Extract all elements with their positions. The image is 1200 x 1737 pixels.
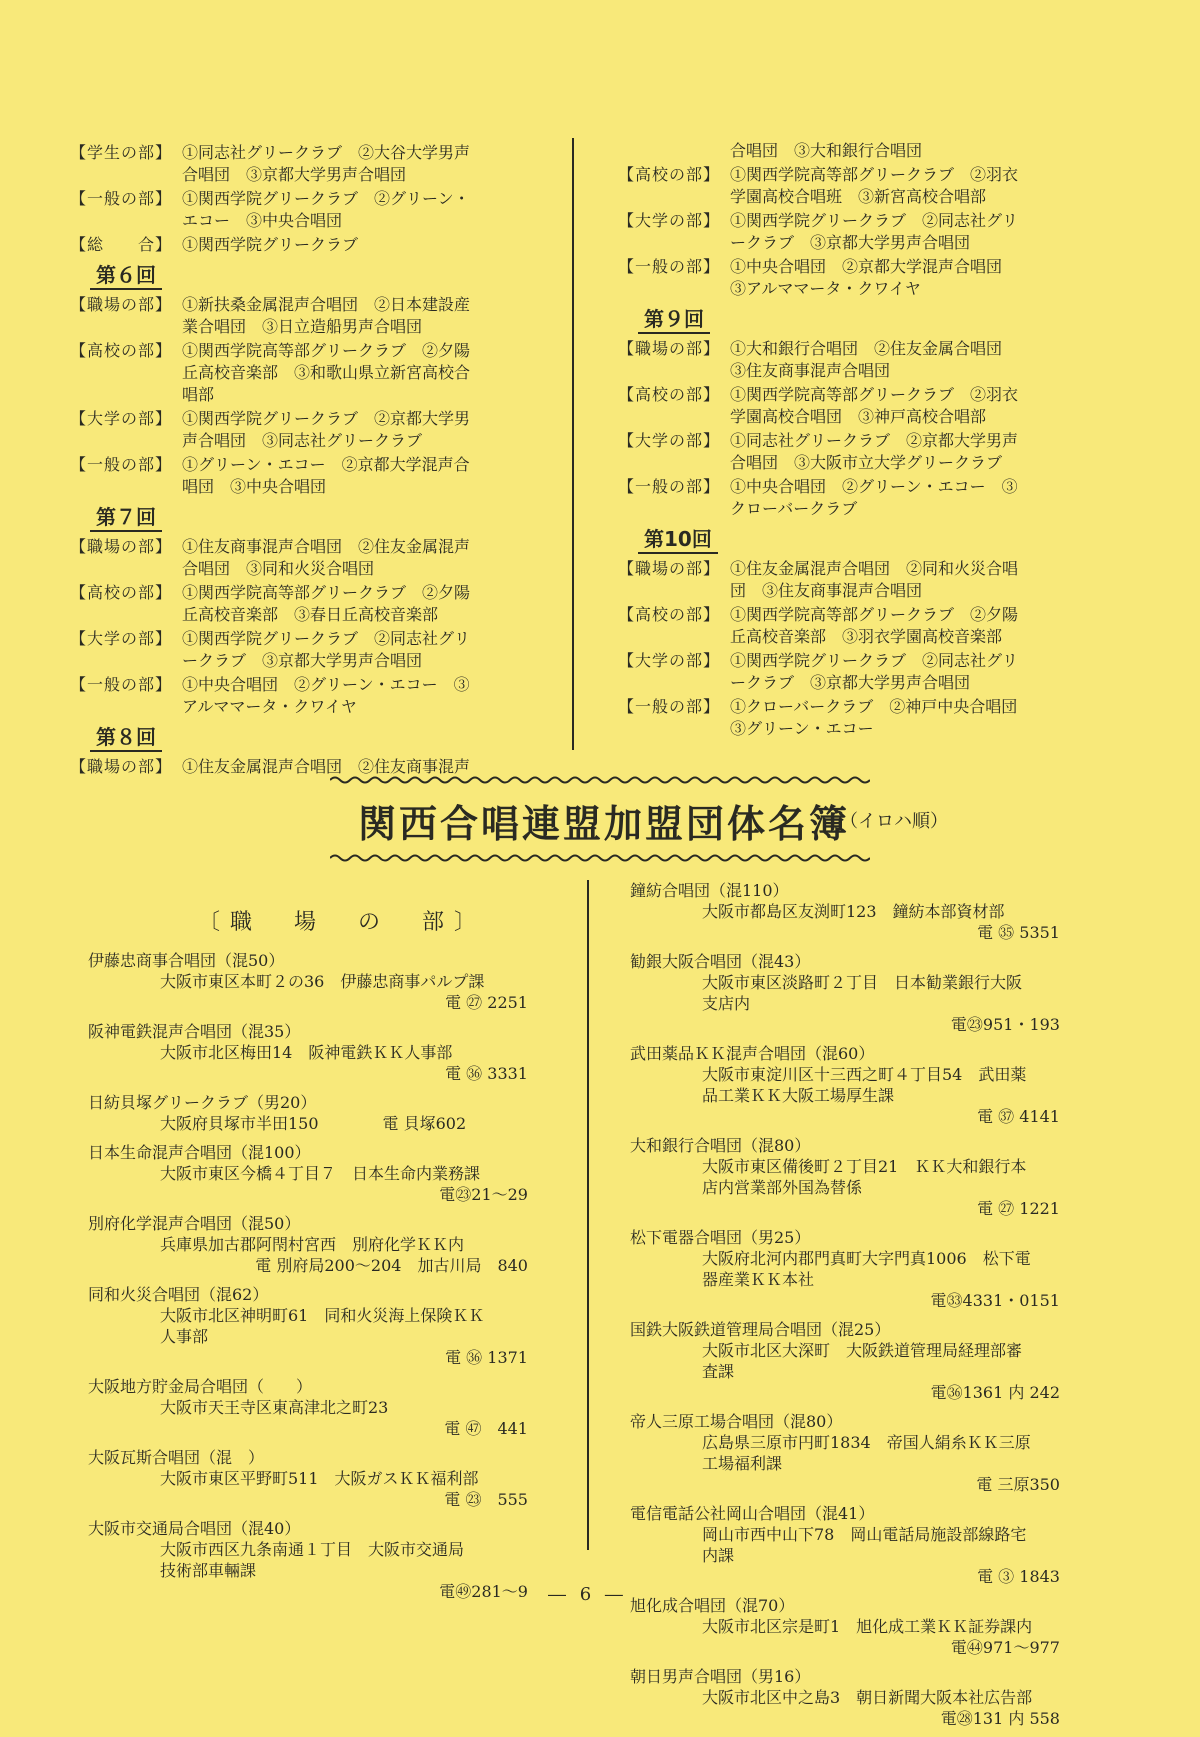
choir-address: 大阪市天王寺区東高津北之町23: [160, 1398, 389, 1417]
division-label: 【一般の部】: [618, 697, 721, 716]
choir-phone: 電 ㊱ 3331: [445, 1064, 528, 1083]
choir-name: 日紡貝塚グリークラブ（男20）: [88, 1093, 317, 1112]
choir-address: 大阪市西区九条南通１丁目 大阪市交通局: [160, 1540, 465, 1559]
choir-address: 大阪市東区今橋４丁目７ 日本生命内業務課: [160, 1164, 481, 1183]
directory-entry: [630, 1595, 1090, 1658]
winners-line: 団 ③住友商事混声合唱団: [730, 581, 923, 600]
round-heading: 第６回: [90, 264, 162, 290]
winners-line: ①関西学院高等部グリークラブ ②夕陽: [730, 605, 1019, 624]
division-label: 【職場の部】: [70, 537, 173, 556]
winners-line: ①グリーン・エコー ②京都大学混声合: [182, 455, 470, 474]
result-entry: [70, 408, 530, 452]
winners-line: ①関西学院高等部グリークラブ ②夕陽: [182, 583, 471, 602]
section-heading: 〔職 場 の 部〕: [198, 910, 487, 935]
winners-line: ①クローバークラブ ②神戸中央合唱団: [730, 697, 1018, 716]
winners-line: 唱団 ③中央合唱団: [182, 477, 327, 496]
choir-address: 大阪市北区大深町 大阪鉄道管理局経理部審: [702, 1341, 1023, 1360]
choir-address: 査課: [702, 1362, 735, 1381]
choir-name: 大阪市交通局合唱団（混40）: [88, 1519, 301, 1538]
winners: [182, 142, 530, 186]
result-entry: [618, 604, 1078, 648]
directory-entry: [88, 1376, 558, 1439]
winners-line: ①住友商事混声合唱団 ②住友金属混声: [182, 537, 471, 556]
choir-address: 大阪市北区神明町61 同和火災海上保険ＫＫ: [160, 1306, 485, 1325]
winners: [182, 340, 530, 406]
choir-phone: 電㉝4331・0151: [930, 1291, 1060, 1310]
choir-name: 同和火災合唱団（混62）: [88, 1285, 269, 1304]
choir-address: 広島県三原市円町1834 帝国人絹糸ＫＫ三原: [702, 1433, 1031, 1452]
choir-name: 武田薬品ＫＫ混声合唱団（混60）: [630, 1044, 875, 1063]
directory-entry: [630, 1503, 1090, 1587]
choir-name: 伊藤忠商事合唱団（混50）: [88, 951, 285, 970]
division-label: 【一般の部】: [618, 257, 721, 276]
winners: [730, 476, 1078, 520]
directory-entry: [88, 1142, 558, 1205]
choir-name: 電信電話公社岡山合唱団（混41）: [630, 1504, 875, 1523]
choir-address: 器産業ＫＫ本社: [702, 1270, 815, 1289]
choir-address: 店内営業部外国為替係: [702, 1178, 863, 1197]
winners: [182, 628, 530, 672]
division-label: 【職場の部】: [618, 559, 721, 578]
directory-entry: [630, 1411, 1090, 1495]
winners-line: ①中央合唱団 ②京都大学混声合唱団: [730, 257, 1003, 276]
directory-entry: [88, 1021, 558, 1084]
result-entry: [618, 696, 1078, 740]
continuation-text: 合唱団 ③大和銀行合唱団: [730, 141, 923, 160]
choir-name: 勧銀大阪合唱団（混43）: [630, 952, 811, 971]
choir-address: 支店内: [702, 994, 751, 1013]
winners-line: ①同志社グリークラブ ②大谷大学男声: [182, 143, 471, 162]
winners: [182, 294, 530, 338]
winners-line: 学園高校合唱班 ③新宮高校合唱部: [730, 187, 987, 206]
choir-address: 大阪府北河内郡門真町大字門真1006 松下電: [702, 1249, 1031, 1268]
choir-address: 大阪府貝塚市半田150 電 貝塚602: [160, 1114, 467, 1133]
choir-address: 大阪市北区梅田14 阪神電鉄ＫＫ人事部: [160, 1043, 453, 1062]
winners: [182, 188, 530, 232]
column-divider: [572, 138, 574, 750]
results-rounds: [70, 258, 530, 778]
choir-name: 大阪瓦斯合唱団（混 ）: [88, 1448, 265, 1467]
division-label: 【高校の部】: [70, 341, 173, 360]
winners-line: クローバークラブ: [730, 499, 858, 518]
winners: [730, 164, 1078, 208]
result-entry: [70, 536, 530, 580]
page-number: ― 6 ―: [548, 1584, 627, 1605]
winners-line: エコー ③中央合唱団: [182, 211, 343, 230]
winners: [730, 696, 1078, 740]
directory-banner: [330, 775, 990, 865]
division-label: 【高校の部】: [618, 385, 721, 404]
choir-address: 岡山市西中山下78 岡山電話局施設部線路宅: [702, 1525, 1027, 1544]
winners: [182, 536, 530, 580]
result-entry: [70, 294, 530, 338]
choir-name: 別府化学混声合唱団（混50）: [88, 1214, 301, 1233]
result-entry: [618, 430, 1078, 474]
division-label: 【職場の部】: [70, 757, 173, 776]
winners: [730, 384, 1078, 428]
directory-order-note: （イロハ順）: [840, 811, 948, 832]
winners-line: ①関西学院高等部グリークラブ ②羽衣: [730, 165, 1019, 184]
directory-title: 関西合唱連盟加盟団体名簿: [358, 802, 851, 846]
result-entry: [70, 234, 530, 256]
winners-line: 丘高校音楽部 ③和歌山県立新宮高校合: [182, 363, 471, 382]
directory-entry: [88, 1213, 558, 1276]
choir-phone: 電 ㉓ 555: [444, 1490, 528, 1509]
winners-line: ①住友金属混声合唱団 ②住友商事混声: [182, 757, 471, 776]
result-entry: [70, 142, 530, 186]
winners-line: ①関西学院高等部グリークラブ ②羽衣: [730, 385, 1019, 404]
winners-line: 声合唱団 ③同志社グリークラブ: [182, 431, 423, 450]
results-rounds: [618, 302, 1078, 740]
round-heading: 第10回: [638, 528, 718, 554]
column-divider: [587, 880, 589, 1550]
wavy-rule: [330, 853, 870, 863]
choir-phone: 電㉓21～29: [439, 1185, 528, 1204]
directory-entry: [630, 880, 1090, 943]
winners-line: ①関西学院グリークラブ ②同志社グリ: [182, 629, 471, 648]
division-label: 【大学の部】: [618, 431, 721, 450]
directory-entry: [88, 1092, 558, 1134]
division-label: 【一般の部】: [70, 455, 173, 474]
winners-line: 業合唱団 ③日立造船男声合唱団: [182, 317, 423, 336]
winners-line: ①住友金属混声合唱団 ②同和火災合唱: [730, 559, 1019, 578]
choir-name: 大和銀行合唱団（混80）: [630, 1136, 811, 1155]
wavy-rule: [330, 775, 870, 785]
result-entry: [70, 454, 530, 498]
results-entries: [618, 164, 1078, 300]
winners: [730, 210, 1078, 254]
winners: [182, 674, 530, 718]
division-label: 【大学の部】: [618, 651, 721, 670]
choir-phone: 電㊾281～9: [439, 1582, 528, 1601]
choir-name: 帝人三原工場合唱団（混80）: [630, 1412, 843, 1431]
choir-name: 阪神電鉄混声合唱団（混35）: [88, 1022, 301, 1041]
choir-name: 大阪地方貯金局合唱団（ ）: [88, 1377, 313, 1396]
choir-phone: 電 三原350: [976, 1475, 1060, 1494]
result-entry: [70, 628, 530, 672]
result-entry: [70, 340, 530, 406]
winners-line: ークラブ ③京都大学男声合唱団: [730, 673, 971, 692]
division-label: 【高校の部】: [618, 165, 721, 184]
choir-address: 大阪市北区宗是町1 旭化成工業ＫＫ証券課内: [702, 1617, 1033, 1636]
choir-phone: 電 ㉗ 2251: [445, 993, 528, 1012]
round-heading: 第９回: [638, 308, 710, 334]
winners: [730, 604, 1078, 648]
winners-line: ③アルママータ・クワイヤ: [730, 279, 921, 298]
choir-name: 朝日男声合唱団（男16）: [630, 1667, 811, 1686]
division-label: 【大学の部】: [70, 409, 173, 428]
winners: [730, 430, 1078, 474]
choir-address: 人事部: [160, 1327, 209, 1346]
winners-line: ③住友商事混声合唱団: [730, 361, 891, 380]
choir-address: 大阪市都島区友渕町123 鐘紡本部資材部: [702, 902, 1005, 921]
choir-phone: 電 ㊼ 441: [444, 1419, 528, 1438]
directory-entry: [630, 951, 1090, 1035]
winners-line: ①同志社グリークラブ ②京都大学男声: [730, 431, 1019, 450]
division-label: 【大学の部】: [618, 211, 721, 230]
result-entry: [618, 650, 1078, 694]
winners-line: 丘高校音楽部 ③春日丘高校音楽部: [182, 605, 439, 624]
winners-line: ークラブ ③京都大学男声合唱団: [182, 651, 423, 670]
winners-line: 合唱団 ③同和火災合唱団: [182, 559, 375, 578]
result-entry: [70, 582, 530, 626]
division-label: 【大学の部】: [70, 629, 173, 648]
choir-address: 大阪市北区中之島3 朝日新聞大阪本社広告部: [702, 1688, 1033, 1707]
result-entry: [70, 188, 530, 232]
choir-address: 大阪市東区平野町511 大阪ガスＫＫ福利部: [160, 1469, 479, 1488]
winners-line: 唱部: [182, 385, 215, 404]
winners-line: 丘高校音楽部 ③羽衣学園高校音楽部: [730, 627, 1003, 646]
choir-address: 大阪市東区備後町２丁目21 ＫＫ大和銀行本: [702, 1157, 1027, 1176]
directory-entry: [88, 1284, 558, 1368]
choir-address: 大阪市東区淡路町２丁目 日本勧業銀行大阪: [702, 973, 1023, 992]
directory-column-left: [88, 950, 558, 1610]
result-entry: [618, 476, 1078, 520]
directory-entry: [630, 1135, 1090, 1219]
winners-line: ①関西学院グリークラブ ②同志社グリ: [730, 651, 1019, 670]
division-label: 【職場の部】: [70, 295, 173, 314]
winners-line: ①関西学院グリークラブ ②京都大学男: [182, 409, 471, 428]
directory-entry: [88, 950, 558, 1013]
choir-address: 品工業ＫＫ大阪工場厚生課: [702, 1086, 895, 1105]
winners: [730, 338, 1078, 382]
division-label: 【職場の部】: [618, 339, 721, 358]
choir-name: 国鉄大阪鉄道管理局合唱団（混25）: [630, 1320, 891, 1339]
choir-name: 松下電器合唱団（男25）: [630, 1228, 811, 1247]
division-label: 【学生の部】: [70, 143, 173, 162]
directory-entry: [630, 1319, 1090, 1403]
winners: [182, 408, 530, 452]
winners-line: ①中央合唱団 ②グリーン・エコー ③: [182, 675, 470, 694]
directory-entry: [630, 1227, 1090, 1311]
choir-phone: 電㉘131 内 558: [940, 1709, 1060, 1728]
choir-address: 兵庫県加古郡阿閇村宮西 別府化学ＫＫ内: [160, 1235, 465, 1254]
directory-entry: [88, 1447, 558, 1510]
continuation-line: [618, 140, 1078, 162]
choir-phone: 電 ③ 1843: [977, 1567, 1060, 1586]
result-entry: [618, 384, 1078, 428]
choir-name: 鐘紡合唱団（混110）: [630, 881, 789, 900]
winners-line: ①大和銀行合唱団 ②住友金属合唱団: [730, 339, 1003, 358]
choir-name: 日本生命混声合唱団（混100）: [88, 1143, 311, 1162]
results-column-left: [70, 142, 530, 780]
choir-phone: 電㉓951・193: [950, 1015, 1060, 1034]
directory-entry: [88, 1518, 558, 1602]
round-heading: 第７回: [90, 506, 162, 532]
winners-line: ①関西学院グリークラブ: [182, 235, 359, 254]
winners-line: ①新扶桑金属混声合唱団 ②日本建設産: [182, 295, 471, 314]
winners-line: 学園高校合唱団 ③神戸高校合唱部: [730, 407, 987, 426]
division-label: 【一般の部】: [70, 189, 173, 208]
winners-line: ①中央合唱団 ②グリーン・エコー ③: [730, 477, 1018, 496]
result-entry: [618, 558, 1078, 602]
directory-entry: [630, 1043, 1090, 1127]
choir-address: 技術部車輛課: [160, 1561, 257, 1580]
winners-line: 合唱団 ③京都大学男声合唱団: [182, 165, 407, 184]
choir-address: 内課: [702, 1546, 735, 1565]
winners-line: ークラブ ③京都大学男声合唱団: [730, 233, 971, 252]
winners-line: ①関西学院グリークラブ ②グリーン・: [182, 189, 470, 208]
choir-name: 旭化成合唱団（混70）: [630, 1596, 795, 1615]
winners: [182, 454, 530, 498]
winners-line: ①関西学院グリークラブ ②同志社グリ: [730, 211, 1019, 230]
winners: [182, 234, 530, 256]
results-column-right: [618, 140, 1078, 742]
directory-entry: [630, 1666, 1090, 1729]
winners: [182, 582, 530, 626]
choir-phone: 電 ㊱ 1371: [445, 1348, 528, 1367]
winners-line: アルママータ・クワイヤ: [182, 697, 357, 716]
winners: [730, 558, 1078, 602]
winners-line: ①関西学院高等部グリークラブ ②夕陽: [182, 341, 471, 360]
results-intro: [70, 142, 530, 256]
winners-line: 合唱団 ③大阪市立大学グリークラブ: [730, 453, 1003, 472]
winners: [730, 650, 1078, 694]
directory-column-right: [630, 880, 1090, 1737]
result-entry: [70, 674, 530, 718]
choir-phone: 電㊹971～977: [950, 1638, 1060, 1657]
division-label: 【一般の部】: [618, 477, 721, 496]
result-entry: [618, 164, 1078, 208]
division-label: 【高校の部】: [618, 605, 721, 624]
choir-phone: 電㊱1361 内 242: [930, 1383, 1060, 1402]
choir-phone: 電 別府局200～204 加古川局 840: [255, 1256, 528, 1275]
result-entry: [618, 210, 1078, 254]
result-entry: [618, 256, 1078, 300]
choir-phone: 電 ㉗ 1221: [977, 1199, 1060, 1218]
winners-line: ③グリーン・エコー: [730, 719, 874, 738]
choir-address: 工場福利課: [702, 1454, 783, 1473]
division-label: 【総 合】: [70, 235, 173, 254]
division-label: 【高校の部】: [70, 583, 173, 602]
choir-address: 大阪市東区本町２の36 伊藤忠商事パルプ課: [160, 972, 485, 991]
choir-phone: 電 ㊲ 4141: [977, 1107, 1060, 1126]
winners: [730, 256, 1078, 300]
choir-phone: 電 ㉟ 5351: [977, 923, 1060, 942]
round-heading: 第８回: [90, 726, 162, 752]
choir-address: 大阪市東淀川区十三西之町４丁目54 武田薬: [702, 1065, 1027, 1084]
division-label: 【一般の部】: [70, 675, 173, 694]
result-entry: [618, 338, 1078, 382]
